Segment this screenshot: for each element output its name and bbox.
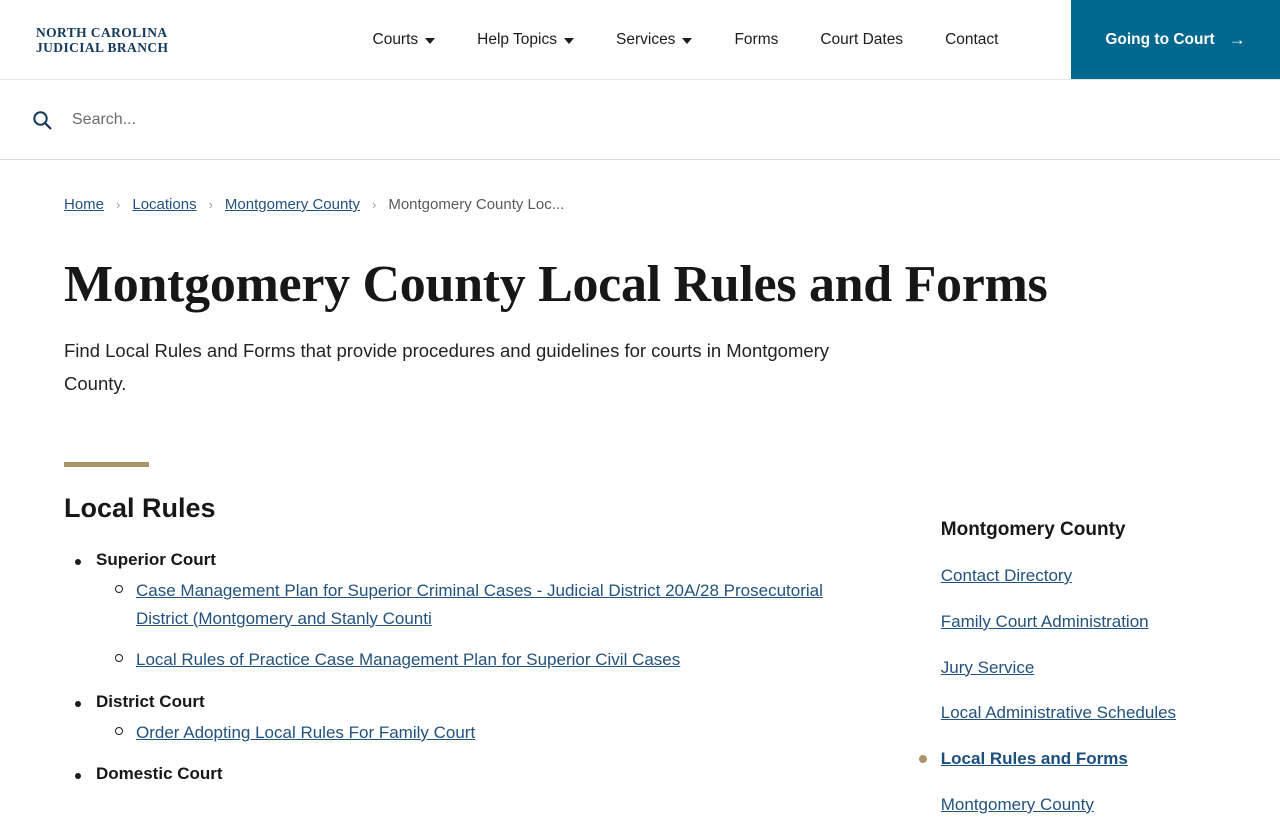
nav-label-courts: Courts xyxy=(372,30,419,48)
nav-item-services[interactable] xyxy=(595,0,713,80)
nav-item-courts[interactable] xyxy=(352,0,457,80)
document-link[interactable]: Case Management Plan for Superior Criminal Cases - Judicial District 20A/28 Prosecutorial District (Montgomery and Stanly Counti xyxy=(136,580,823,628)
list-item xyxy=(96,550,877,674)
nav-item-help-topics[interactable] xyxy=(456,0,595,80)
list-item xyxy=(96,764,877,784)
arrow-right-icon: → xyxy=(1228,30,1246,49)
page-intro: Find Local Rules and Forms that provide procedures and guidelines for courts in Montgomery County. xyxy=(64,340,830,394)
court-name-superior: Superior Court xyxy=(96,549,216,569)
logo-line-2: JUDICIAL BRANCH xyxy=(36,39,169,55)
list-item xyxy=(136,719,877,747)
chevron-down-icon xyxy=(682,38,692,44)
nav-label-contact: Contact xyxy=(945,30,999,48)
sidebar-item-local-administrative-schedules xyxy=(941,700,1216,727)
main-column xyxy=(64,493,877,802)
chevron-down-icon xyxy=(564,38,574,44)
nav-label-services: Services xyxy=(616,30,676,48)
breadcrumb xyxy=(64,160,1216,213)
main-navigation xyxy=(300,0,1071,79)
nav-label-help-topics: Help Topics xyxy=(477,30,557,48)
sidebar-item-contact-directory xyxy=(941,563,1216,590)
cta-label: Going to Court xyxy=(1105,30,1215,48)
nav-label-forms: Forms xyxy=(734,30,779,48)
sidebar-link-local-rules-and-forms[interactable]: Local Rules and Forms xyxy=(940,749,1128,769)
search-icon[interactable] xyxy=(22,110,62,130)
search-bar xyxy=(0,80,1280,160)
breadcrumb-separator: › xyxy=(371,197,377,212)
sidebar xyxy=(877,493,1216,838)
document-link[interactable]: Order Adopting Local Rules For Family Court xyxy=(136,722,476,742)
court-name-district: District Court xyxy=(96,691,205,711)
section-title-local-rules: Local Rules xyxy=(64,492,216,523)
content-columns xyxy=(64,493,1216,838)
breadcrumb-item-home[interactable]: Home xyxy=(64,196,105,213)
sidebar-item-jury-service xyxy=(941,655,1216,682)
sidebar-item-family-court-administration xyxy=(941,609,1216,636)
list-item xyxy=(136,646,877,674)
document-list-superior xyxy=(96,577,877,674)
going-to-court-button[interactable] xyxy=(1071,0,1280,79)
nav-item-court-dates[interactable] xyxy=(799,0,924,80)
breadcrumb-item-montgomery-county[interactable]: Montgomery County xyxy=(224,196,360,213)
breadcrumb-separator: › xyxy=(208,197,213,212)
chevron-down-icon xyxy=(425,38,435,44)
breadcrumb-item-current: Montgomery County Loc... xyxy=(388,196,565,213)
sidebar-link-montgomery-county[interactable]: Montgomery County xyxy=(940,794,1094,814)
sidebar-item-montgomery-county xyxy=(941,792,1216,819)
site-logo[interactable] xyxy=(0,0,300,79)
page-content xyxy=(0,160,1280,838)
accent-divider xyxy=(64,462,149,467)
document-list-district xyxy=(96,719,877,747)
sidebar-link-contact-directory[interactable]: Contact Directory xyxy=(940,565,1073,585)
sidebar-link-family-court-administration[interactable]: Family Court Administration xyxy=(940,611,1149,631)
search-input[interactable] xyxy=(62,107,1280,133)
nav-label-court-dates: Court Dates xyxy=(820,30,904,48)
nav-item-contact[interactable] xyxy=(924,0,1019,80)
sidebar-link-local-administrative-schedules[interactable]: Local Administrative Schedules xyxy=(940,703,1177,723)
list-item xyxy=(96,692,877,747)
court-name-domestic: Domestic Court xyxy=(96,764,223,784)
breadcrumb-item-locations[interactable]: Locations xyxy=(132,196,197,213)
sidebar-links xyxy=(941,563,1216,819)
sidebar-title: Montgomery County xyxy=(940,518,1126,540)
site-header xyxy=(0,0,1280,80)
sidebar-item-local-rules-and-forms xyxy=(941,746,1216,773)
logo-line-1: NORTH CAROLINA xyxy=(36,24,168,40)
court-list xyxy=(64,550,877,784)
list-item xyxy=(136,577,877,632)
page-title: Montgomery County Local Rules and Forms xyxy=(64,256,1048,313)
document-link[interactable]: Local Rules of Practice Case Management Plan for Superior Civil Cases xyxy=(136,650,681,670)
sidebar-link-jury-service[interactable]: Jury Service xyxy=(940,657,1035,677)
nav-item-forms[interactable] xyxy=(713,0,799,80)
breadcrumb-separator: › xyxy=(116,197,121,212)
